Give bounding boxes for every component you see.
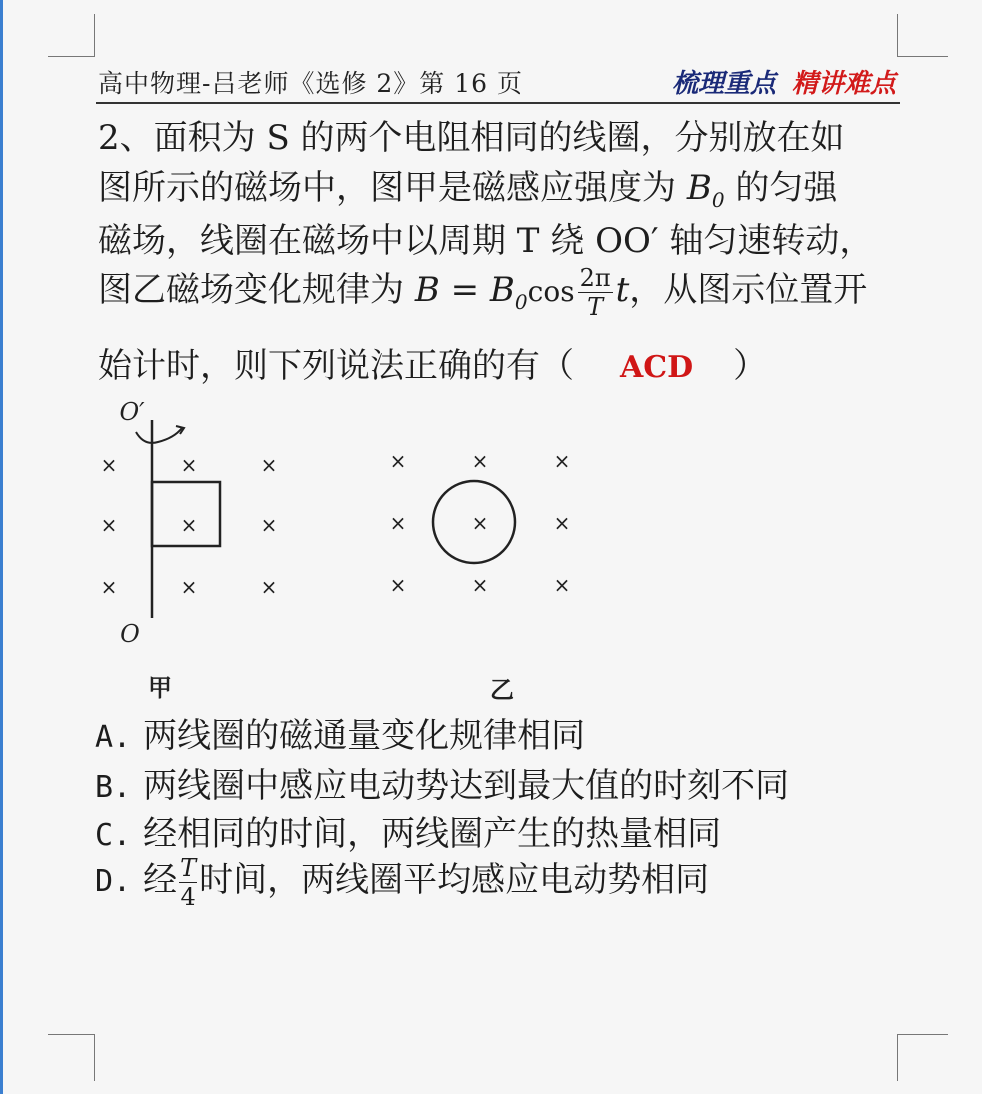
option-b xyxy=(95,758,789,807)
question-line-5 xyxy=(98,338,767,387)
option-d-text: 时间，两线圈平均感应电动势相同 xyxy=(199,860,710,900)
option-a-letter: A. xyxy=(95,720,132,755)
crop-mark-bottom-left xyxy=(48,1034,95,1081)
field-cross: × xyxy=(553,573,571,597)
axis-label-o-prime: O′ xyxy=(119,398,145,426)
option-c xyxy=(95,806,721,855)
caption-jia: 甲 xyxy=(148,674,172,702)
eq-subscript-zero: 0 xyxy=(514,289,528,314)
header-slogan xyxy=(672,63,896,100)
eq-cos: cos xyxy=(527,275,575,308)
field-cross: × xyxy=(100,575,118,599)
option-c-letter: C. xyxy=(95,818,132,853)
field-cross: × xyxy=(471,511,489,535)
eq-t: t xyxy=(615,270,630,310)
question-text: 图所示的磁场中，图甲是磁感应强度为 xyxy=(98,168,687,208)
question-line-4 xyxy=(98,262,867,321)
question-text: 始计时，则下列说法正确的有（ xyxy=(98,346,574,386)
field-cross: × xyxy=(100,453,118,477)
field-cross: × xyxy=(180,453,198,477)
option-d-fraction-denominator: 4 xyxy=(180,882,196,911)
field-cross: × xyxy=(471,573,489,597)
header-slogan-red: 精讲难点 xyxy=(791,69,896,99)
option-a-text: 两线圈的磁通量变化规律相同 xyxy=(143,716,586,756)
header-slogan-blue: 梳理重点 xyxy=(671,69,776,99)
option-d-fraction xyxy=(179,854,197,911)
field-cross: × xyxy=(389,449,407,473)
page-header xyxy=(96,60,900,104)
eq-b: B xyxy=(489,270,515,310)
field-cross: × xyxy=(260,513,278,537)
crop-mark-top-right xyxy=(897,14,948,57)
answer-text: ACD xyxy=(620,350,694,385)
field-cross: × xyxy=(180,513,198,537)
field-cross: × xyxy=(389,573,407,597)
field-cross: × xyxy=(100,513,118,537)
field-cross: × xyxy=(553,511,571,535)
field-cross: × xyxy=(553,449,571,473)
symbol-b: B xyxy=(686,168,712,208)
question-line-3 xyxy=(98,213,873,262)
rotation-arrow xyxy=(136,428,182,443)
eq-fraction xyxy=(578,264,613,321)
axis-label-o: O xyxy=(120,620,140,648)
option-d-letter: D. xyxy=(95,864,132,899)
option-b-text: 两线圈中感应电动势达到最大值的时刻不同 xyxy=(143,766,790,806)
option-d-fraction-numerator: T xyxy=(180,853,197,882)
eq-fraction-denominator: T xyxy=(587,292,604,321)
magnetic-field-figure xyxy=(84,390,604,710)
field-cross: × xyxy=(260,575,278,599)
option-c-text: 经相同的时间，两线圈产生的热量相同 xyxy=(143,814,722,854)
caption-yi: 乙 xyxy=(490,676,514,704)
crop-mark-bottom-right xyxy=(897,1034,948,1081)
header-title: 高中物理-吕老师《选修 2》第 16 页 xyxy=(98,69,524,98)
eq-sign: = xyxy=(439,270,490,310)
option-d-prefix: 经 xyxy=(143,860,178,900)
question-text: ，从图示位置开 xyxy=(629,270,868,310)
field-cross: × xyxy=(471,449,489,473)
question-text: 磁场，线圈在磁场中以周期 T 绕 OO′ 轴匀速转动， xyxy=(98,221,874,261)
question-line-2 xyxy=(98,160,837,212)
option-d xyxy=(95,852,709,911)
question-text: 2、面积为 S 的两个电阻相同的线圈，分别放在如 xyxy=(98,118,845,158)
eq-fraction-numerator: 2π xyxy=(579,263,611,292)
question-text: 的匀强 xyxy=(724,168,838,208)
question-line-1 xyxy=(98,110,845,159)
field-cross: × xyxy=(260,453,278,477)
subscript-zero: 0 xyxy=(711,187,725,212)
option-b-letter: B. xyxy=(95,770,132,805)
question-text: 图乙磁场变化规律为 xyxy=(98,270,415,310)
crop-mark-top-left xyxy=(48,14,95,57)
option-a xyxy=(95,708,585,757)
field-cross: × xyxy=(389,511,407,535)
eq-lhs: B xyxy=(414,270,440,310)
question-text: ） xyxy=(733,346,768,386)
field-cross: × xyxy=(180,575,198,599)
